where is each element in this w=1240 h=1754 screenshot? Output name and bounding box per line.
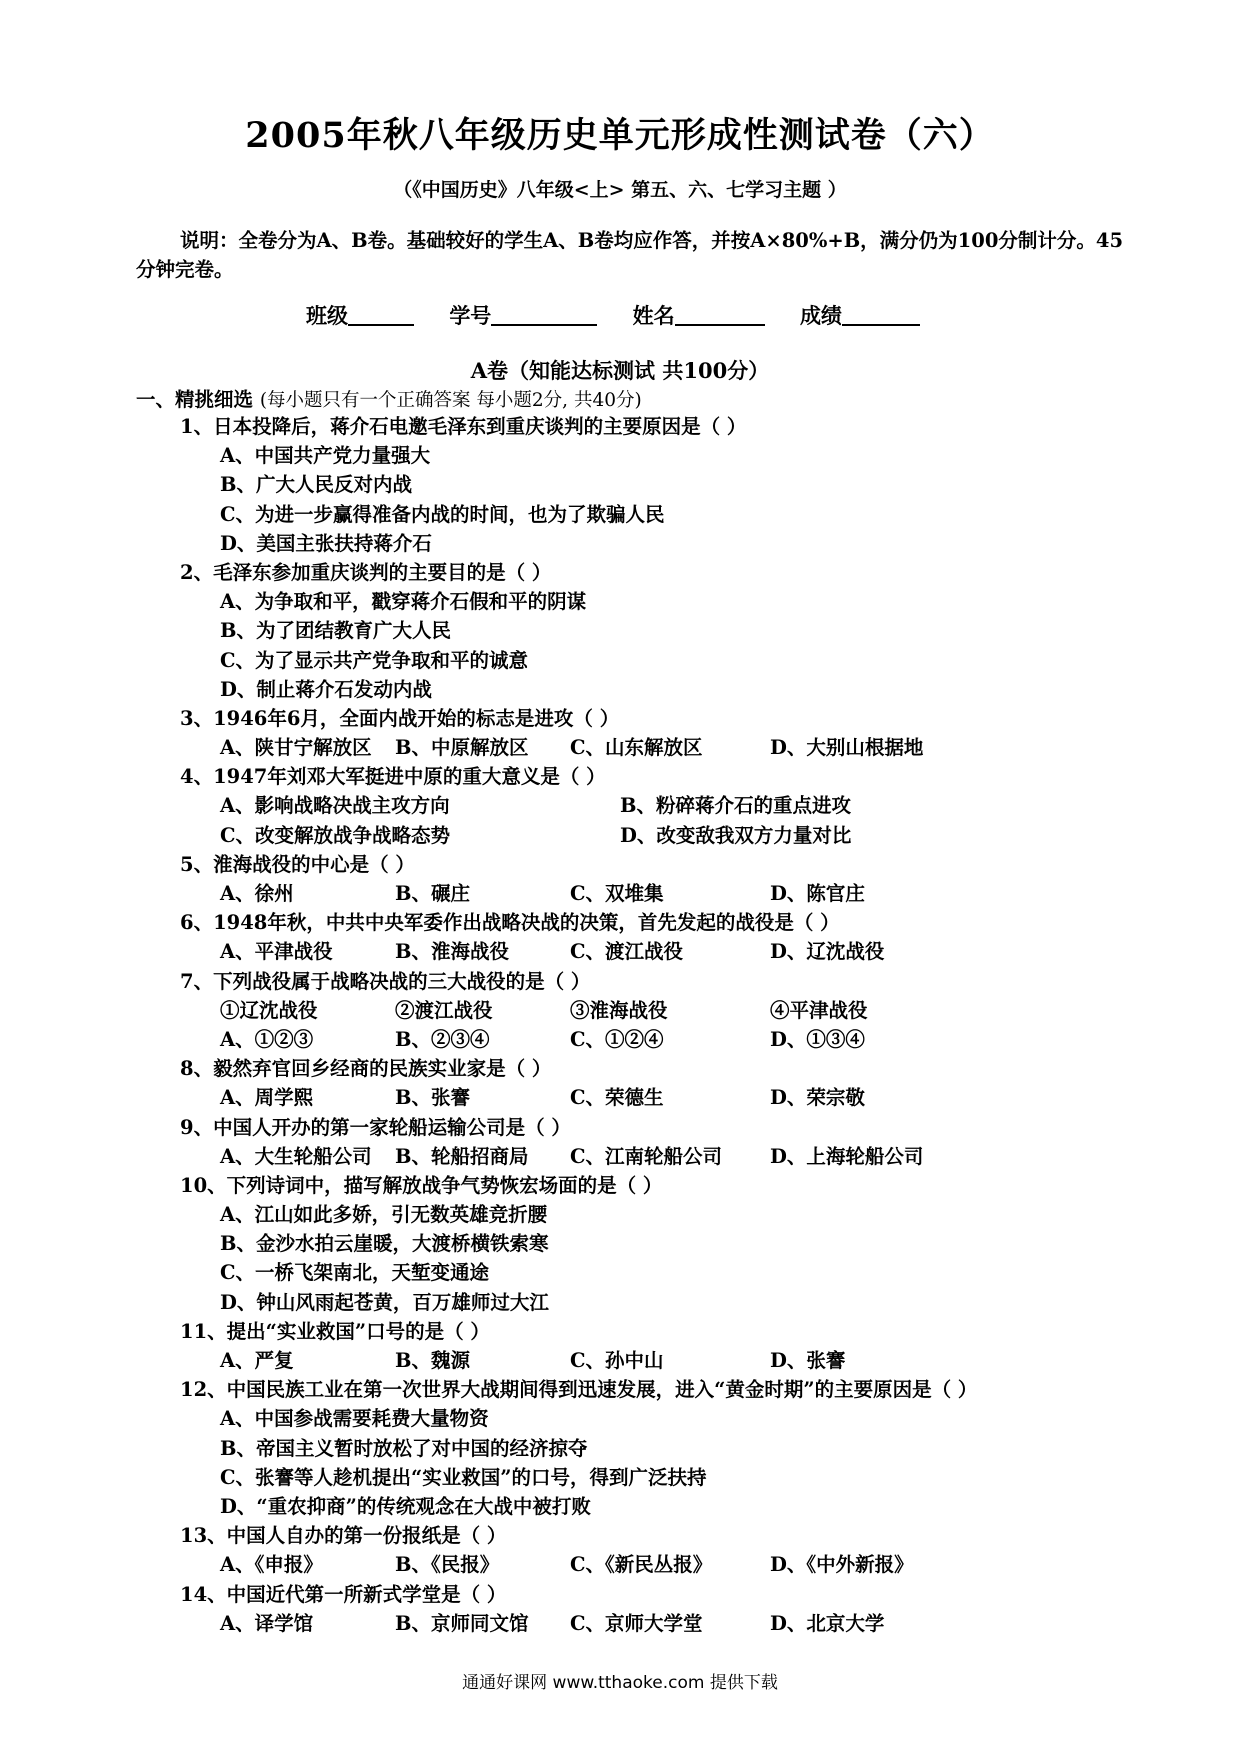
answer-option: B、碾庄 xyxy=(395,882,470,905)
answer-option: D、陈官庄 xyxy=(770,882,865,905)
option-row xyxy=(180,821,1160,850)
answer-option: D、“重农抑商”的传统观念在大战中被打败 xyxy=(220,1494,591,1518)
question-stem: 7、下列战役属于战略决战的三大战役的是（ ） xyxy=(180,969,591,993)
answer-option: B、轮船招商局 xyxy=(395,1144,529,1168)
answer-option: C、改变解放战争战略态势 xyxy=(220,823,451,847)
answer-option: D、改变敌我双方力量对比 xyxy=(620,823,852,847)
option-row xyxy=(180,470,1160,499)
name-blank[interactable] xyxy=(675,302,765,326)
answer-option: C、渡江战役 xyxy=(570,940,684,964)
answer-option: C、荣德生 xyxy=(570,1086,664,1110)
answer-option: D、①③④ xyxy=(770,1027,865,1051)
option-row xyxy=(180,879,1160,908)
answer-option: C、张謇等人趁机提出“实业救国”的口号，得到广泛扶持 xyxy=(220,1465,707,1489)
option-row xyxy=(180,1229,1160,1258)
instructions-note: 说明：全卷分为A、B卷。基础较好的学生A、B卷均应作答，并按A×80%+B，满分仍为100分制计分。45分钟完卷。 xyxy=(136,229,1124,281)
question-stem: 1、日本投降后，蒋介石电邀毛泽东到重庆谈判的主要原因是（ ） xyxy=(180,415,747,438)
question-stem: 4、1947年刘邓大军挺进中原的重大意义是（ ） xyxy=(180,765,606,789)
answer-option: ②渡江战役 xyxy=(395,998,493,1022)
answer-option: C、京师大学堂 xyxy=(570,1611,703,1635)
option-row xyxy=(180,587,1160,616)
answer-option: C、双堆集 xyxy=(570,882,664,905)
question-stem: 2、毛泽东参加重庆谈判的主要目的是（ ） xyxy=(180,560,552,584)
answer-option: D、大别山根据地 xyxy=(770,736,924,760)
option-row xyxy=(180,1609,1160,1638)
option-row xyxy=(180,500,1160,529)
question-stem: 14、中国近代第一所新式学堂是（ ） xyxy=(180,1582,507,1606)
answer-option: A、徐州 xyxy=(220,882,294,905)
question-stem: 6、1948年秋，中共中央军委作出战略决战的决策，首先发起的战役是（ ） xyxy=(180,911,840,935)
answer-option: B、粉碎蒋介石的重点进攻 xyxy=(620,794,851,818)
option-row xyxy=(180,1258,1160,1287)
question-stem: 9、中国人开办的第一家轮船运输公司是（ ） xyxy=(180,1115,571,1139)
answer-option: B、金沙水拍云崖暖，大渡桥横铁索寒 xyxy=(220,1232,549,1256)
option-row xyxy=(180,675,1160,704)
answer-option: A、译学馆 xyxy=(220,1611,314,1635)
answer-option: A、①②③ xyxy=(220,1027,314,1051)
question-stem: 13、中国人自办的第一份报纸是（ ） xyxy=(180,1524,507,1548)
option-row xyxy=(180,441,1160,470)
answer-option: D、辽沈战役 xyxy=(770,940,885,964)
answer-option: B、广大人民反对内战 xyxy=(220,473,412,497)
name-label: 姓名 xyxy=(632,303,675,328)
answer-option: A、影响战略决战主攻方向 xyxy=(220,794,450,818)
answer-option: D、北京大学 xyxy=(770,1611,885,1635)
answer-option: ④平津战役 xyxy=(770,998,868,1022)
score-label: 成绩 xyxy=(799,303,842,328)
section-heading-label: 一、精挑细选 xyxy=(136,388,254,411)
option-row xyxy=(180,791,1160,820)
option-row xyxy=(180,1434,1160,1463)
answer-option: D、美国主张扶持蒋介石 xyxy=(220,531,432,555)
answer-option: A、严复 xyxy=(220,1349,294,1372)
answer-option: D、上海轮船公司 xyxy=(770,1144,924,1168)
answer-option: B、魏源 xyxy=(395,1349,470,1372)
student-id-label: 学号 xyxy=(449,303,492,328)
option-row xyxy=(180,733,1160,762)
question-list xyxy=(180,412,1160,1638)
student-id-blank[interactable] xyxy=(491,302,597,326)
answer-option: B、中原解放区 xyxy=(395,736,529,760)
page-subtitle: （《中国历史》八年级<上> 第五、六、七学习主题 ） xyxy=(393,179,847,201)
answer-option: A、中国参战需要耗费大量物资 xyxy=(220,1407,489,1431)
answer-option: C、《新民丛报》 xyxy=(570,1553,713,1577)
answer-option: B、帝国主义暂时放松了对中国的经济掠夺 xyxy=(220,1436,588,1460)
answer-option: C、一桥飞架南北，天堑变通途 xyxy=(220,1261,490,1285)
question-stem: 3、1946年6月，全面内战开始的标志是进攻（ ） xyxy=(180,706,620,730)
answer-option: C、为进一步赢得准备内战的时间，也为了欺骗人民 xyxy=(220,502,665,526)
question-stem: 10、下列诗词中，描写解放战争气势恢宏场面的是（ ） xyxy=(180,1173,663,1197)
answer-option: A、为争取和平，戳穿蒋介石假和平的阴谋 xyxy=(220,590,587,614)
option-row xyxy=(180,616,1160,645)
section-instructions: (每小题只有一个正确答案 每小题2分, 共40分) xyxy=(259,390,642,411)
option-row xyxy=(180,646,1160,675)
option-row xyxy=(180,1288,1160,1317)
part-a-title: A卷（知能达标测试 共100分） xyxy=(470,358,770,383)
score-blank[interactable] xyxy=(842,302,920,326)
answer-option: B、张謇 xyxy=(395,1086,470,1110)
answer-option: B、《民报》 xyxy=(395,1553,500,1577)
answer-option: C、①②④ xyxy=(570,1027,664,1051)
option-row xyxy=(180,1142,1160,1171)
answer-option: D、钟山风雨起苍黄，百万雄师过大江 xyxy=(220,1290,549,1314)
answer-option: B、淮海战役 xyxy=(395,940,509,964)
answer-option: ①辽沈战役 xyxy=(220,998,318,1022)
answer-option: A、平津战役 xyxy=(220,940,333,964)
option-row xyxy=(180,996,1160,1025)
page-title: 2005年秋八年级历史单元形成性测试卷（六） xyxy=(245,115,995,156)
answer-option: ③淮海战役 xyxy=(570,998,668,1022)
answer-option: B、京师同文馆 xyxy=(395,1611,529,1635)
option-row xyxy=(180,1200,1160,1229)
answer-option: A、《申报》 xyxy=(220,1553,323,1577)
option-row xyxy=(180,1550,1160,1579)
answer-option: A、陕甘宁解放区 xyxy=(220,736,372,760)
option-row xyxy=(180,937,1160,966)
answer-option: A、周学熙 xyxy=(220,1086,314,1110)
option-row xyxy=(180,1083,1160,1112)
option-row xyxy=(180,1463,1160,1492)
question-stem: 5、淮海战役的中心是（ ） xyxy=(180,852,415,876)
footer-credit: 通通好课网 www.tthaoke.com 提供下载 xyxy=(462,1673,778,1693)
answer-option: D、《中外新报》 xyxy=(770,1553,914,1577)
question-stem: 12、中国民族工业在第一次世界大战期间得到迅速发展，进入“黄金时期”的主要原因是（ ） xyxy=(180,1378,978,1402)
answer-option: B、为了团结教育广大人民 xyxy=(220,619,451,643)
question-stem: 11、提出“实业救国”口号的是（ ） xyxy=(180,1319,490,1343)
option-row xyxy=(180,529,1160,558)
answer-option: D、张謇 xyxy=(770,1349,846,1372)
answer-option: B、②③④ xyxy=(395,1027,490,1051)
answer-option: A、江山如此多娇，引无数英雄竞折腰 xyxy=(220,1203,548,1227)
class-label: 班级 xyxy=(306,303,348,328)
student-info-row xyxy=(306,300,948,330)
answer-option: D、荣宗敬 xyxy=(770,1086,865,1110)
option-row xyxy=(180,1346,1160,1375)
answer-option: C、江南轮船公司 xyxy=(570,1144,723,1168)
class-blank[interactable] xyxy=(348,302,414,326)
answer-option: C、山东解放区 xyxy=(570,736,703,760)
answer-option: D、制止蒋介石发动内战 xyxy=(220,677,432,701)
answer-option: A、中国共产党力量强大 xyxy=(220,444,431,468)
answer-option: C、孙中山 xyxy=(570,1349,664,1372)
section-heading xyxy=(136,384,642,412)
option-row xyxy=(180,1025,1160,1054)
option-row xyxy=(180,1404,1160,1433)
answer-option: A、大生轮船公司 xyxy=(220,1144,372,1168)
question-stem: 8、毅然弃官回乡经商的民族实业家是（ ） xyxy=(180,1057,552,1081)
answer-option: C、为了显示共产党争取和平的诚意 xyxy=(220,648,529,672)
option-row xyxy=(180,1492,1160,1521)
